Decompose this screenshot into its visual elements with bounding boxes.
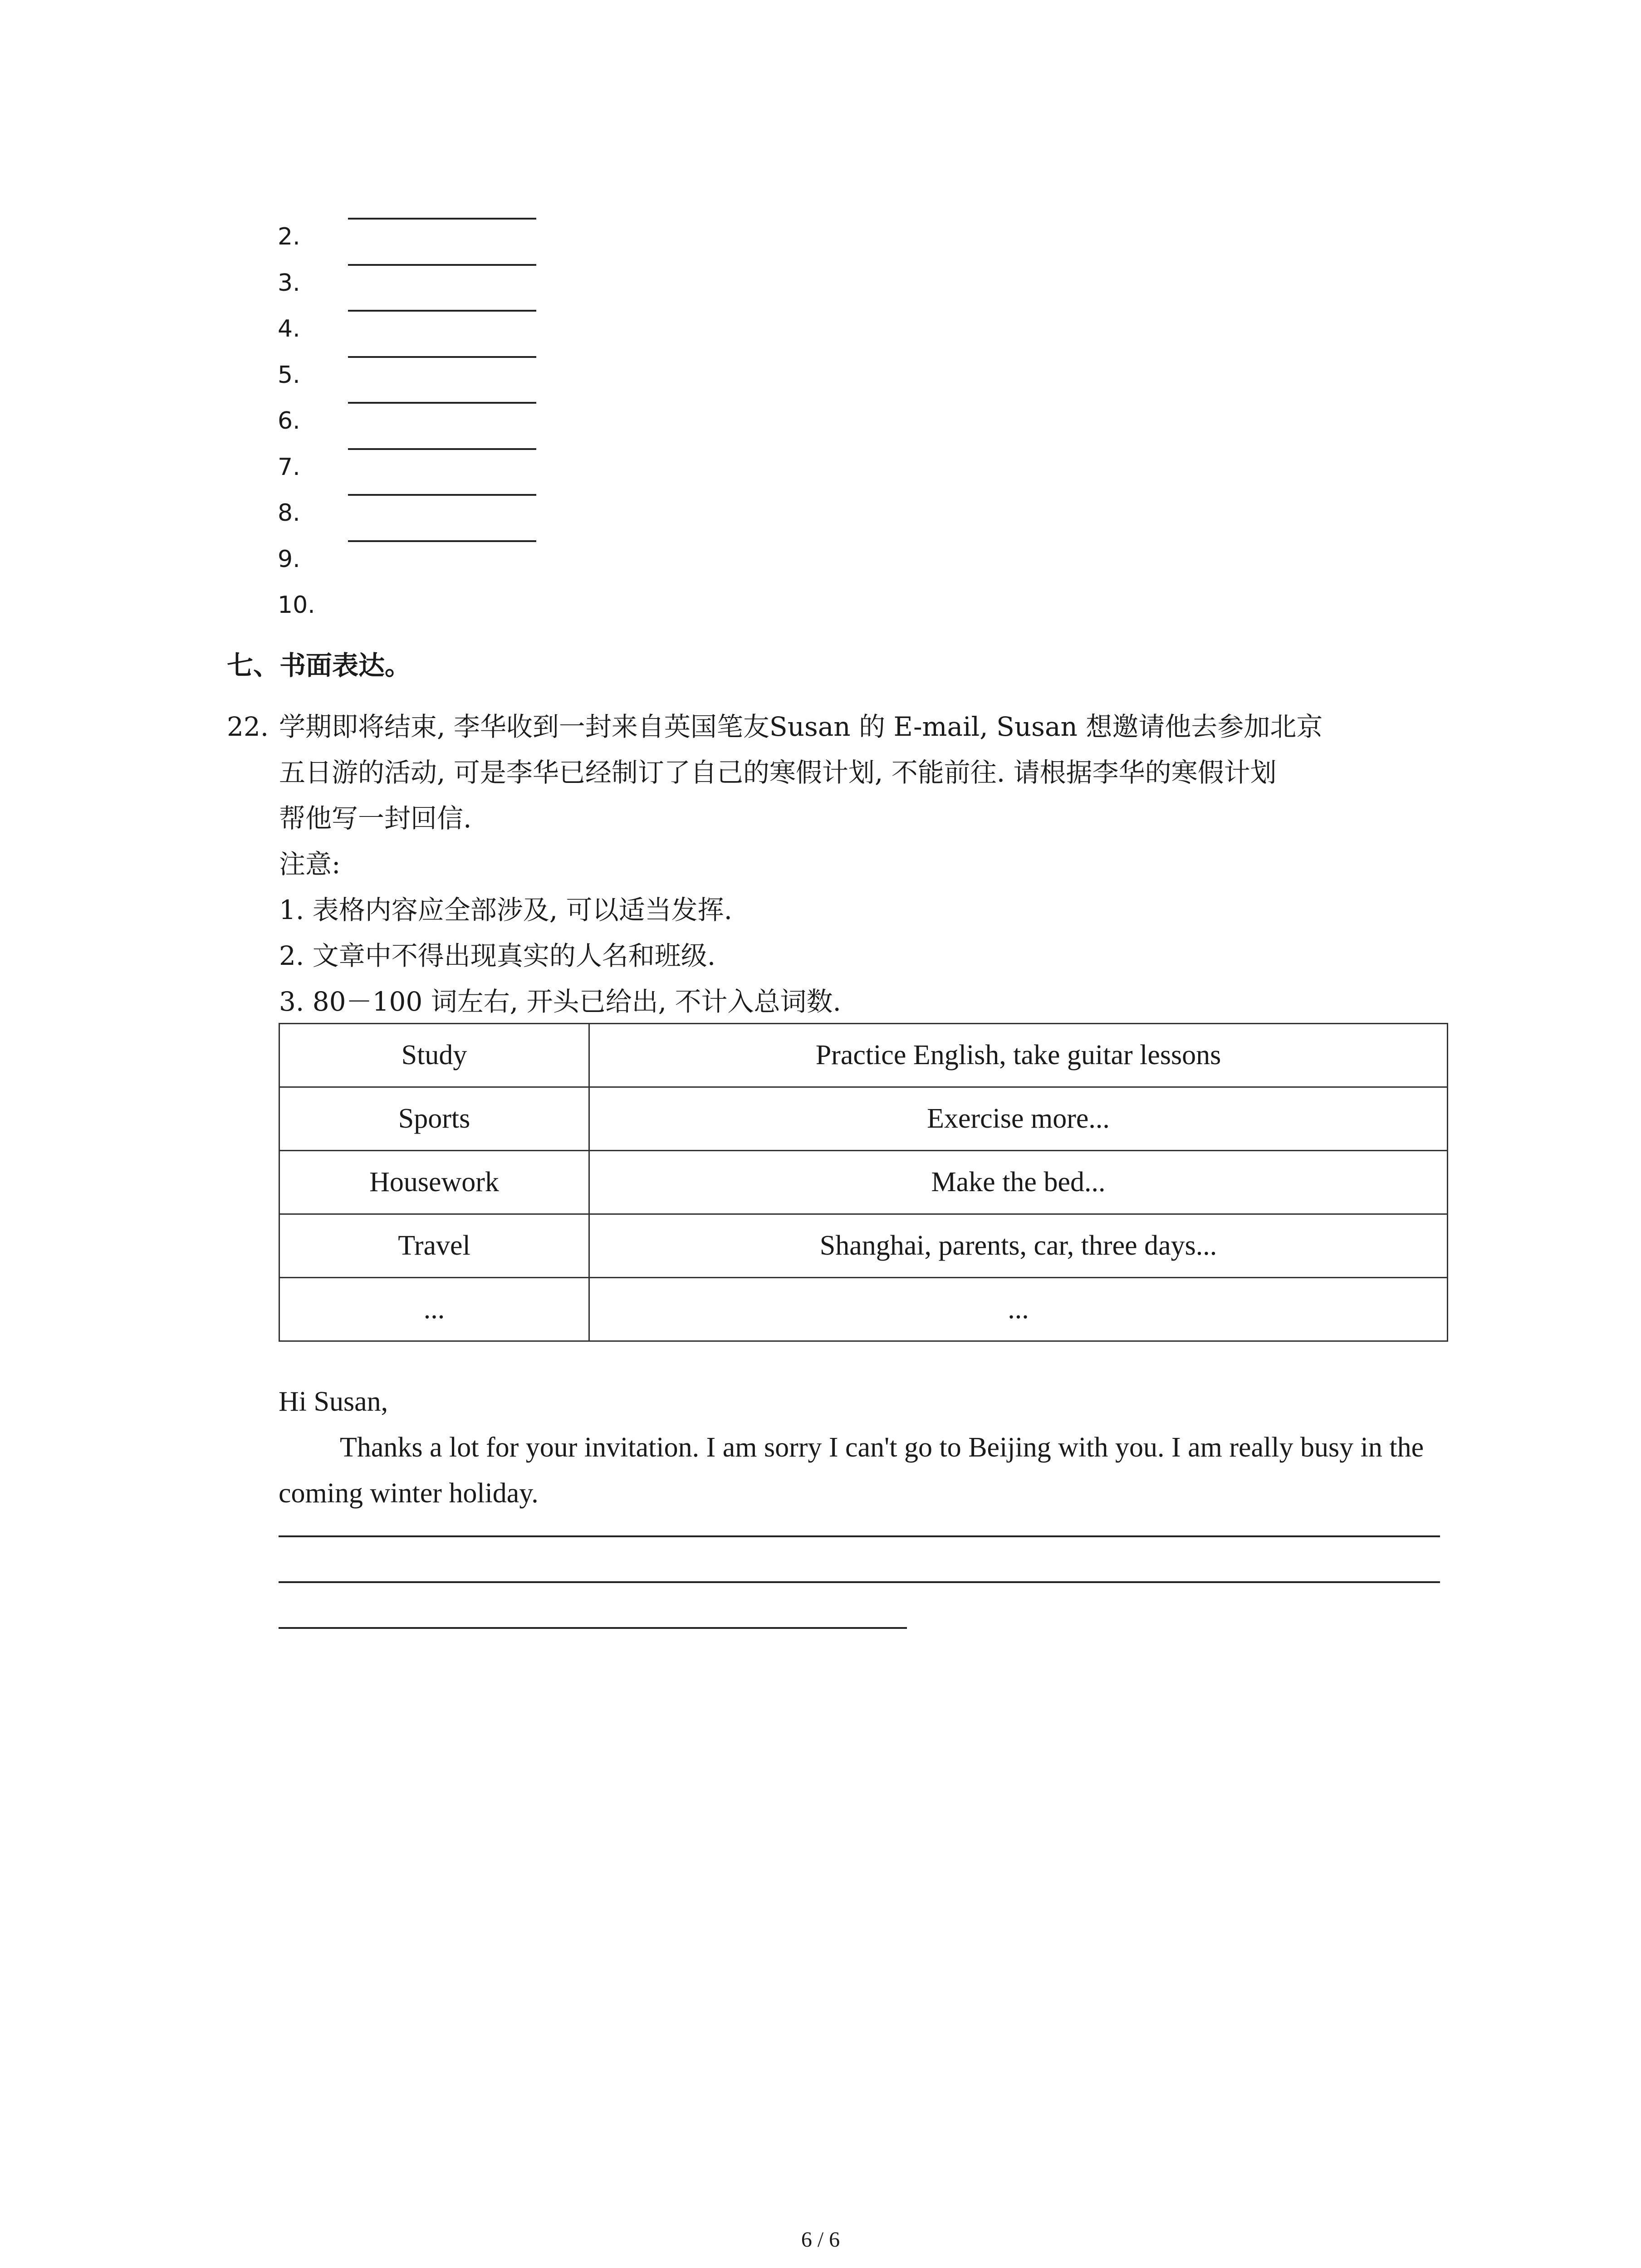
answer-blank-row: [278, 388, 595, 435]
letter-greeting: Hi Susan,: [279, 1386, 388, 1417]
plan-detail: Practice English, take guitar lessons: [589, 1024, 1448, 1087]
answer-blank-row: [278, 342, 595, 389]
section-heading: 七、书面表达。: [227, 650, 411, 681]
table-row: [279, 1024, 1448, 1087]
answer-blank-line: [348, 356, 536, 358]
answer-number: 8.: [278, 499, 300, 527]
answer-blank-row: [278, 527, 595, 573]
writing-line[interactable]: [279, 1535, 1440, 1537]
holiday-plan-table: [279, 1023, 1448, 1342]
answer-number: 4.: [278, 315, 300, 342]
table-row: [279, 1214, 1448, 1278]
answer-blank-row: [278, 572, 595, 619]
answer-blank-line: [348, 402, 536, 404]
answer-number: 10.: [278, 591, 315, 619]
answer-blank-row: [278, 204, 595, 250]
table-row: [279, 1151, 1448, 1214]
answer-blank-row: [278, 435, 595, 481]
answer-blank-line: [348, 218, 536, 220]
answer-blank-line: [348, 448, 536, 450]
question-line: 五日游的活动, 可是李华已经制订了自己的寒假计划, 不能前往. 请根据李华的寒假计划: [279, 757, 1277, 788]
answer-number: 3.: [278, 269, 300, 297]
question-22: [227, 704, 1461, 1025]
plan-detail: Make the bed...: [589, 1151, 1448, 1214]
writing-line[interactable]: [279, 1581, 1440, 1583]
plan-category: Sports: [279, 1087, 589, 1151]
answer-number: 6.: [278, 407, 300, 435]
answer-number: 5.: [278, 361, 300, 389]
plan-detail: Exercise more...: [589, 1087, 1448, 1151]
plan-category: Housework: [279, 1151, 589, 1214]
answer-blank-line: [348, 310, 536, 312]
letter-opening: [279, 1379, 1448, 1516]
answer-number: 2.: [278, 223, 300, 250]
notice-item: 3. 80－100 词左右, 开头已给出, 不计入总词数.: [279, 986, 841, 1017]
answer-number: 9.: [278, 545, 300, 573]
plan-category: ...: [279, 1278, 589, 1341]
plan-category: Study: [279, 1024, 589, 1087]
answer-blank-row: [278, 250, 595, 297]
notice-item: 2. 文章中不得出现真实的人名和班级.: [279, 940, 716, 971]
table-row: [279, 1087, 1448, 1151]
plan-category: Travel: [279, 1214, 589, 1278]
question-text: 学期即将结束, 李华收到一封来自英国笔友Susan 的 E-mail, Susan 想邀请他去参加北京: [279, 711, 1323, 742]
plan-detail: Shanghai, parents, car, three days...: [589, 1214, 1448, 1278]
plan-detail: ...: [589, 1278, 1448, 1341]
question-line: [227, 704, 1461, 750]
answer-blank-line: [348, 264, 536, 266]
answer-blank-line: [348, 494, 536, 496]
question-line: 帮他写一封回信.: [279, 803, 472, 834]
answer-blank-row: [278, 480, 595, 527]
notice-title: 注意:: [279, 849, 341, 880]
table-row: [279, 1278, 1448, 1341]
answer-blank-list: [278, 204, 595, 619]
writing-line[interactable]: [279, 1627, 907, 1629]
answer-blank-row: [278, 296, 595, 342]
notice-item: 1. 表格内容应全部涉及, 可以适当发挥.: [279, 894, 733, 925]
letter-body: Thanks a lot for your invitation. I am sorry I can't go to Beijing with you. I am really busy in the coming winter holiday.: [279, 1432, 1424, 1509]
page-number: 6 / 6: [801, 2228, 840, 2252]
answer-blank-line: [348, 540, 536, 542]
answer-number: 7.: [278, 453, 300, 481]
question-number: 22.: [227, 711, 269, 742]
